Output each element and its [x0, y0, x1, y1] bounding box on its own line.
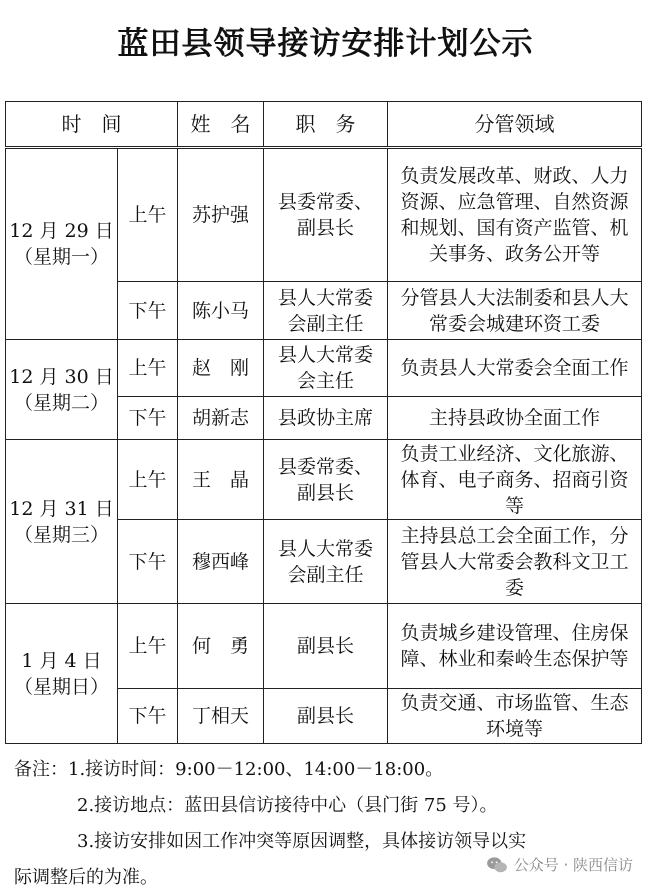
schedule-table	[5, 101, 642, 744]
name-cell: 胡新志	[178, 397, 264, 440]
date-cell	[6, 340, 118, 440]
date-cell	[6, 440, 118, 604]
table-row	[6, 604, 642, 689]
date-cell	[6, 604, 118, 744]
note-line-3-cont: 际调整后的为准。	[14, 867, 158, 888]
name-cell: 陈小马	[178, 282, 264, 340]
position-cell: 县委常委、副县长	[264, 148, 388, 282]
position-cell: 县人大常委会副主任	[264, 282, 388, 340]
name-cell: 苏护强	[178, 148, 264, 282]
table-row	[6, 440, 642, 520]
weekday-text: （星期二）	[13, 391, 109, 414]
header-position: 职 务	[264, 102, 388, 148]
date-text: 12 月 29 日	[9, 220, 114, 242]
date-text: 12 月 31 日	[9, 497, 114, 520]
period-cell: 下午	[118, 689, 178, 744]
domain-cell: 分管县人大法制委和县人大常委会城建环资工委	[388, 282, 642, 340]
table-header-row	[6, 102, 642, 148]
period-cell: 下午	[118, 520, 178, 604]
weekday-text: （星期三）	[13, 523, 109, 546]
position-cell: 副县长	[264, 604, 388, 689]
domain-cell: 负责县人大常委会全面工作	[388, 340, 642, 397]
name-cell: 穆西峰	[178, 520, 264, 604]
period-cell: 上午	[118, 148, 178, 282]
period-cell: 下午	[118, 282, 178, 340]
name-cell: 赵 刚	[178, 340, 264, 397]
period-cell: 下午	[118, 397, 178, 440]
note-line-1: 备注：1.接访时间：9:00－12:00、14:00－18:00。	[14, 759, 444, 780]
wechat-icon	[486, 856, 508, 874]
position-cell: 县政协主席	[264, 397, 388, 440]
domain-cell: 负责发展改革、财政、人力资源、应急管理、自然资源和规划、国有资产监管、机关事务、政务公开等	[388, 148, 642, 282]
note-line-2: 2.接访地点：蓝田县信访接待中心（县门街 75 号）。	[77, 795, 498, 816]
weekday-text: （星期一）	[13, 246, 109, 268]
date-text: 12 月 30 日	[9, 365, 114, 388]
watermark	[486, 854, 633, 875]
watermark-text: 公众号 · 陕西信访	[513, 856, 633, 874]
name-cell: 何 勇	[178, 604, 264, 689]
date-text: 1 月 4 日	[21, 649, 102, 672]
domain-cell: 负责交通、市场监管、生态环境等	[388, 689, 642, 744]
page-title: 蓝田县领导接访安排计划公示	[117, 26, 534, 62]
header-domain: 分管领域	[388, 102, 642, 148]
header-time: 时 间	[6, 102, 178, 148]
domain-cell: 主持县总工会全面工作，分管县人大常委会教科文卫工委	[388, 520, 642, 604]
position-cell: 县委常委、副县长	[264, 440, 388, 520]
date-cell	[6, 148, 118, 340]
period-cell: 上午	[118, 604, 178, 689]
table-row	[6, 340, 642, 397]
table-row	[6, 148, 642, 282]
domain-cell: 负责城乡建设管理、住房保障、林业和秦岭生态保护等	[388, 604, 642, 689]
name-cell: 丁相天	[178, 689, 264, 744]
position-cell: 副县长	[264, 689, 388, 744]
weekday-text: （星期日）	[13, 675, 109, 698]
position-cell: 县人大常委会副主任	[264, 520, 388, 604]
name-cell: 王 晶	[178, 440, 264, 520]
header-name: 姓 名	[178, 102, 264, 148]
position-cell: 县人大常委会主任	[264, 340, 388, 397]
note-line-3: 3.接访安排如因工作冲突等原因调整，具体接访领导以实	[77, 831, 527, 852]
domain-cell: 负责工业经济、文化旅游、体育、电子商务、招商引资等	[388, 440, 642, 520]
period-cell: 上午	[118, 340, 178, 397]
domain-cell: 主持县政协全面工作	[388, 397, 642, 440]
period-cell: 上午	[118, 440, 178, 520]
